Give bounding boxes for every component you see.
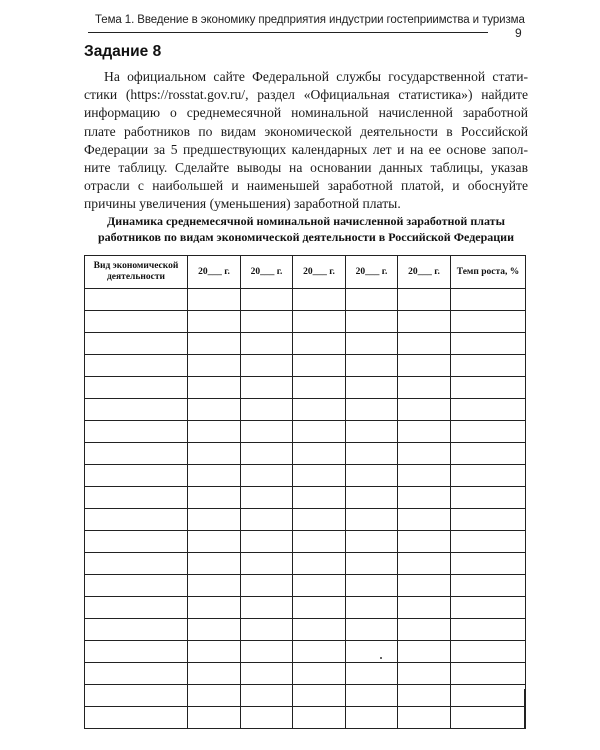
table-cell <box>346 597 398 619</box>
table-cell <box>241 553 293 575</box>
table-cell <box>451 685 526 707</box>
table-cell <box>85 553 188 575</box>
table-cell <box>451 597 526 619</box>
task-text-line: стики (https://rosstat.gov.ru/, раздел «Официальная статистика») найдите <box>84 87 528 103</box>
table-cell <box>293 641 346 663</box>
table-cell <box>293 487 346 509</box>
task-title: Задание 8 <box>84 43 162 60</box>
table-cell <box>451 707 526 729</box>
task-text-line: отрасли с наибольшей и наименьшей заработной платой, и обоснуйте <box>84 178 528 194</box>
table-cell <box>241 707 293 729</box>
table-cell <box>346 333 398 355</box>
column-header-growth: Темп роста, % <box>451 256 526 289</box>
table-cell <box>398 575 451 597</box>
table-cell <box>188 707 241 729</box>
table-cell <box>188 311 241 333</box>
table-cell <box>398 289 451 311</box>
table-cell <box>293 289 346 311</box>
table-cell <box>451 355 526 377</box>
task-text <box>84 68 528 214</box>
table-cell <box>398 685 451 707</box>
table-cell <box>398 333 451 355</box>
table-row <box>85 509 526 531</box>
table-cell <box>293 333 346 355</box>
table-cell <box>85 311 188 333</box>
table-cell <box>85 531 188 553</box>
table-cell <box>85 619 188 641</box>
table-row <box>85 707 526 729</box>
table-cell <box>241 355 293 377</box>
table-cell <box>241 487 293 509</box>
table-cell <box>293 377 346 399</box>
table-cell <box>451 575 526 597</box>
column-header-activity: Вид экономической деятельности <box>85 256 188 289</box>
table-cell <box>188 289 241 311</box>
table-cell <box>398 355 451 377</box>
table-row <box>85 597 526 619</box>
table-cell <box>346 289 398 311</box>
table-cell <box>293 465 346 487</box>
table-cell <box>241 465 293 487</box>
table-cell <box>241 685 293 707</box>
task-text-line: плате работников по видам экономической деятельности в Российской <box>84 123 528 139</box>
table-cell <box>398 663 451 685</box>
table-cell <box>293 619 346 641</box>
table-cell <box>241 509 293 531</box>
column-header-year: 20___ г. <box>293 256 346 289</box>
table-caption <box>84 213 528 245</box>
table-cell <box>346 465 398 487</box>
table-cell <box>85 377 188 399</box>
task-text-line: информацию о среднемесячной номинальной начисленной заработной <box>84 105 528 121</box>
table-cell <box>241 641 293 663</box>
table-cell <box>85 509 188 531</box>
table-cell <box>85 421 188 443</box>
table-cell <box>241 443 293 465</box>
table-row <box>85 333 526 355</box>
table-cell <box>451 311 526 333</box>
table-cell <box>85 707 188 729</box>
table-cell <box>398 421 451 443</box>
table-row <box>85 289 526 311</box>
table-edge-extension <box>524 689 525 729</box>
table-cell <box>241 597 293 619</box>
table-cell <box>85 443 188 465</box>
table-row <box>85 465 526 487</box>
table-cell <box>451 641 526 663</box>
table-cell <box>451 333 526 355</box>
table-cell <box>293 399 346 421</box>
table-cell <box>293 663 346 685</box>
table-cell <box>451 531 526 553</box>
table-cell <box>293 597 346 619</box>
table-cell <box>346 399 398 421</box>
table-row <box>85 421 526 443</box>
table-cell <box>188 553 241 575</box>
table-cell <box>85 333 188 355</box>
table-cell <box>241 663 293 685</box>
table-cell <box>346 531 398 553</box>
table-cell <box>398 311 451 333</box>
table-header-row <box>85 256 526 289</box>
column-header-year: 20___ г. <box>241 256 293 289</box>
table-row <box>85 619 526 641</box>
table-cell <box>398 553 451 575</box>
column-header-year: 20___ г. <box>346 256 398 289</box>
table-cell <box>85 487 188 509</box>
table-cell <box>451 553 526 575</box>
table-row <box>85 311 526 333</box>
table-cell <box>346 421 398 443</box>
table-cell <box>398 531 451 553</box>
table-cell <box>188 355 241 377</box>
table-cell <box>346 487 398 509</box>
table-cell <box>188 663 241 685</box>
table-cell <box>188 619 241 641</box>
column-header-year: 20___ г. <box>188 256 241 289</box>
table-cell <box>241 531 293 553</box>
table-cell <box>293 531 346 553</box>
task-text-line: причины увеличения (уменьшения) заработной платы. <box>84 196 401 212</box>
table-cell <box>451 289 526 311</box>
table-cell <box>451 443 526 465</box>
table-caption-line: работников по видам экономической деятельности в Российской Федерации <box>97 230 515 244</box>
table-cell <box>451 377 526 399</box>
table-cell <box>398 377 451 399</box>
table-cell <box>346 707 398 729</box>
table-cell <box>188 641 241 663</box>
table-cell <box>188 443 241 465</box>
table-cell <box>346 509 398 531</box>
table-row <box>85 575 526 597</box>
running-header: Тема 1. Введение в экономику предприятия индустрии гостеприимства и туризма <box>95 14 525 26</box>
table-cell <box>188 333 241 355</box>
table-cell <box>293 311 346 333</box>
table-cell <box>188 399 241 421</box>
table-cell <box>346 619 398 641</box>
task-text-line: Федерации за 5 предшествующих календарных лет и на ее основе запол- <box>84 141 528 157</box>
table-cell <box>451 619 526 641</box>
table-cell <box>398 443 451 465</box>
table-body <box>85 289 526 729</box>
table-cell <box>398 597 451 619</box>
table-cell <box>451 421 526 443</box>
table-cell <box>346 311 398 333</box>
table-cell <box>398 399 451 421</box>
table-cell <box>188 465 241 487</box>
table-cell <box>398 619 451 641</box>
table-row <box>85 641 526 663</box>
table-row <box>85 685 526 707</box>
table-cell <box>293 355 346 377</box>
table-cell <box>398 465 451 487</box>
stray-dot <box>380 657 382 659</box>
page-number: 9 <box>515 26 522 40</box>
table-cell <box>293 553 346 575</box>
table-cell <box>85 289 188 311</box>
table-cell <box>241 575 293 597</box>
header-rule <box>88 32 488 33</box>
table-cell <box>241 311 293 333</box>
table-cell <box>188 597 241 619</box>
table-row <box>85 377 526 399</box>
table-cell <box>346 443 398 465</box>
salary-table <box>84 255 526 729</box>
table-cell <box>398 509 451 531</box>
table-cell <box>293 707 346 729</box>
task-text-line: ните таблицу. Сделайте выводы на основании данных таблицы, указав <box>84 160 528 176</box>
table-cell <box>241 421 293 443</box>
table-cell <box>85 399 188 421</box>
table-cell <box>85 465 188 487</box>
table-cell <box>346 553 398 575</box>
table-cell <box>85 685 188 707</box>
table-cell <box>451 663 526 685</box>
table-cell <box>293 509 346 531</box>
table-row <box>85 487 526 509</box>
table-cell <box>188 531 241 553</box>
table-cell <box>85 597 188 619</box>
table-row <box>85 531 526 553</box>
column-header-year: 20___ г. <box>398 256 451 289</box>
table-cell <box>346 355 398 377</box>
table-cell <box>188 509 241 531</box>
table-row <box>85 663 526 685</box>
table-row <box>85 355 526 377</box>
table-row <box>85 399 526 421</box>
table-cell <box>346 663 398 685</box>
table-cell <box>188 575 241 597</box>
table-row <box>85 443 526 465</box>
table-cell <box>188 377 241 399</box>
table-caption-line: Динамика среднемесячной номинальной начисленной заработной платы <box>107 214 505 228</box>
table-cell <box>293 685 346 707</box>
table-row <box>85 553 526 575</box>
table-cell <box>398 707 451 729</box>
table-cell <box>346 575 398 597</box>
table-cell <box>241 289 293 311</box>
table-cell <box>85 575 188 597</box>
table-cell <box>188 421 241 443</box>
table-cell <box>346 641 398 663</box>
table-cell <box>85 641 188 663</box>
table-cell <box>293 421 346 443</box>
table-cell <box>451 509 526 531</box>
task-text-line: На официальном сайте Федеральной службы государственной стати- <box>104 69 528 84</box>
table-cell <box>398 487 451 509</box>
table-cell <box>188 685 241 707</box>
table-cell <box>346 685 398 707</box>
table-cell <box>85 663 188 685</box>
table-cell <box>188 487 241 509</box>
table-cell <box>451 465 526 487</box>
table-cell <box>241 377 293 399</box>
table-cell <box>451 399 526 421</box>
table-cell <box>293 575 346 597</box>
table-cell <box>85 355 188 377</box>
table-cell <box>293 443 346 465</box>
table-cell <box>346 377 398 399</box>
table-cell <box>451 487 526 509</box>
table-cell <box>241 619 293 641</box>
table-cell <box>241 333 293 355</box>
table-cell <box>241 399 293 421</box>
table-cell <box>398 641 451 663</box>
